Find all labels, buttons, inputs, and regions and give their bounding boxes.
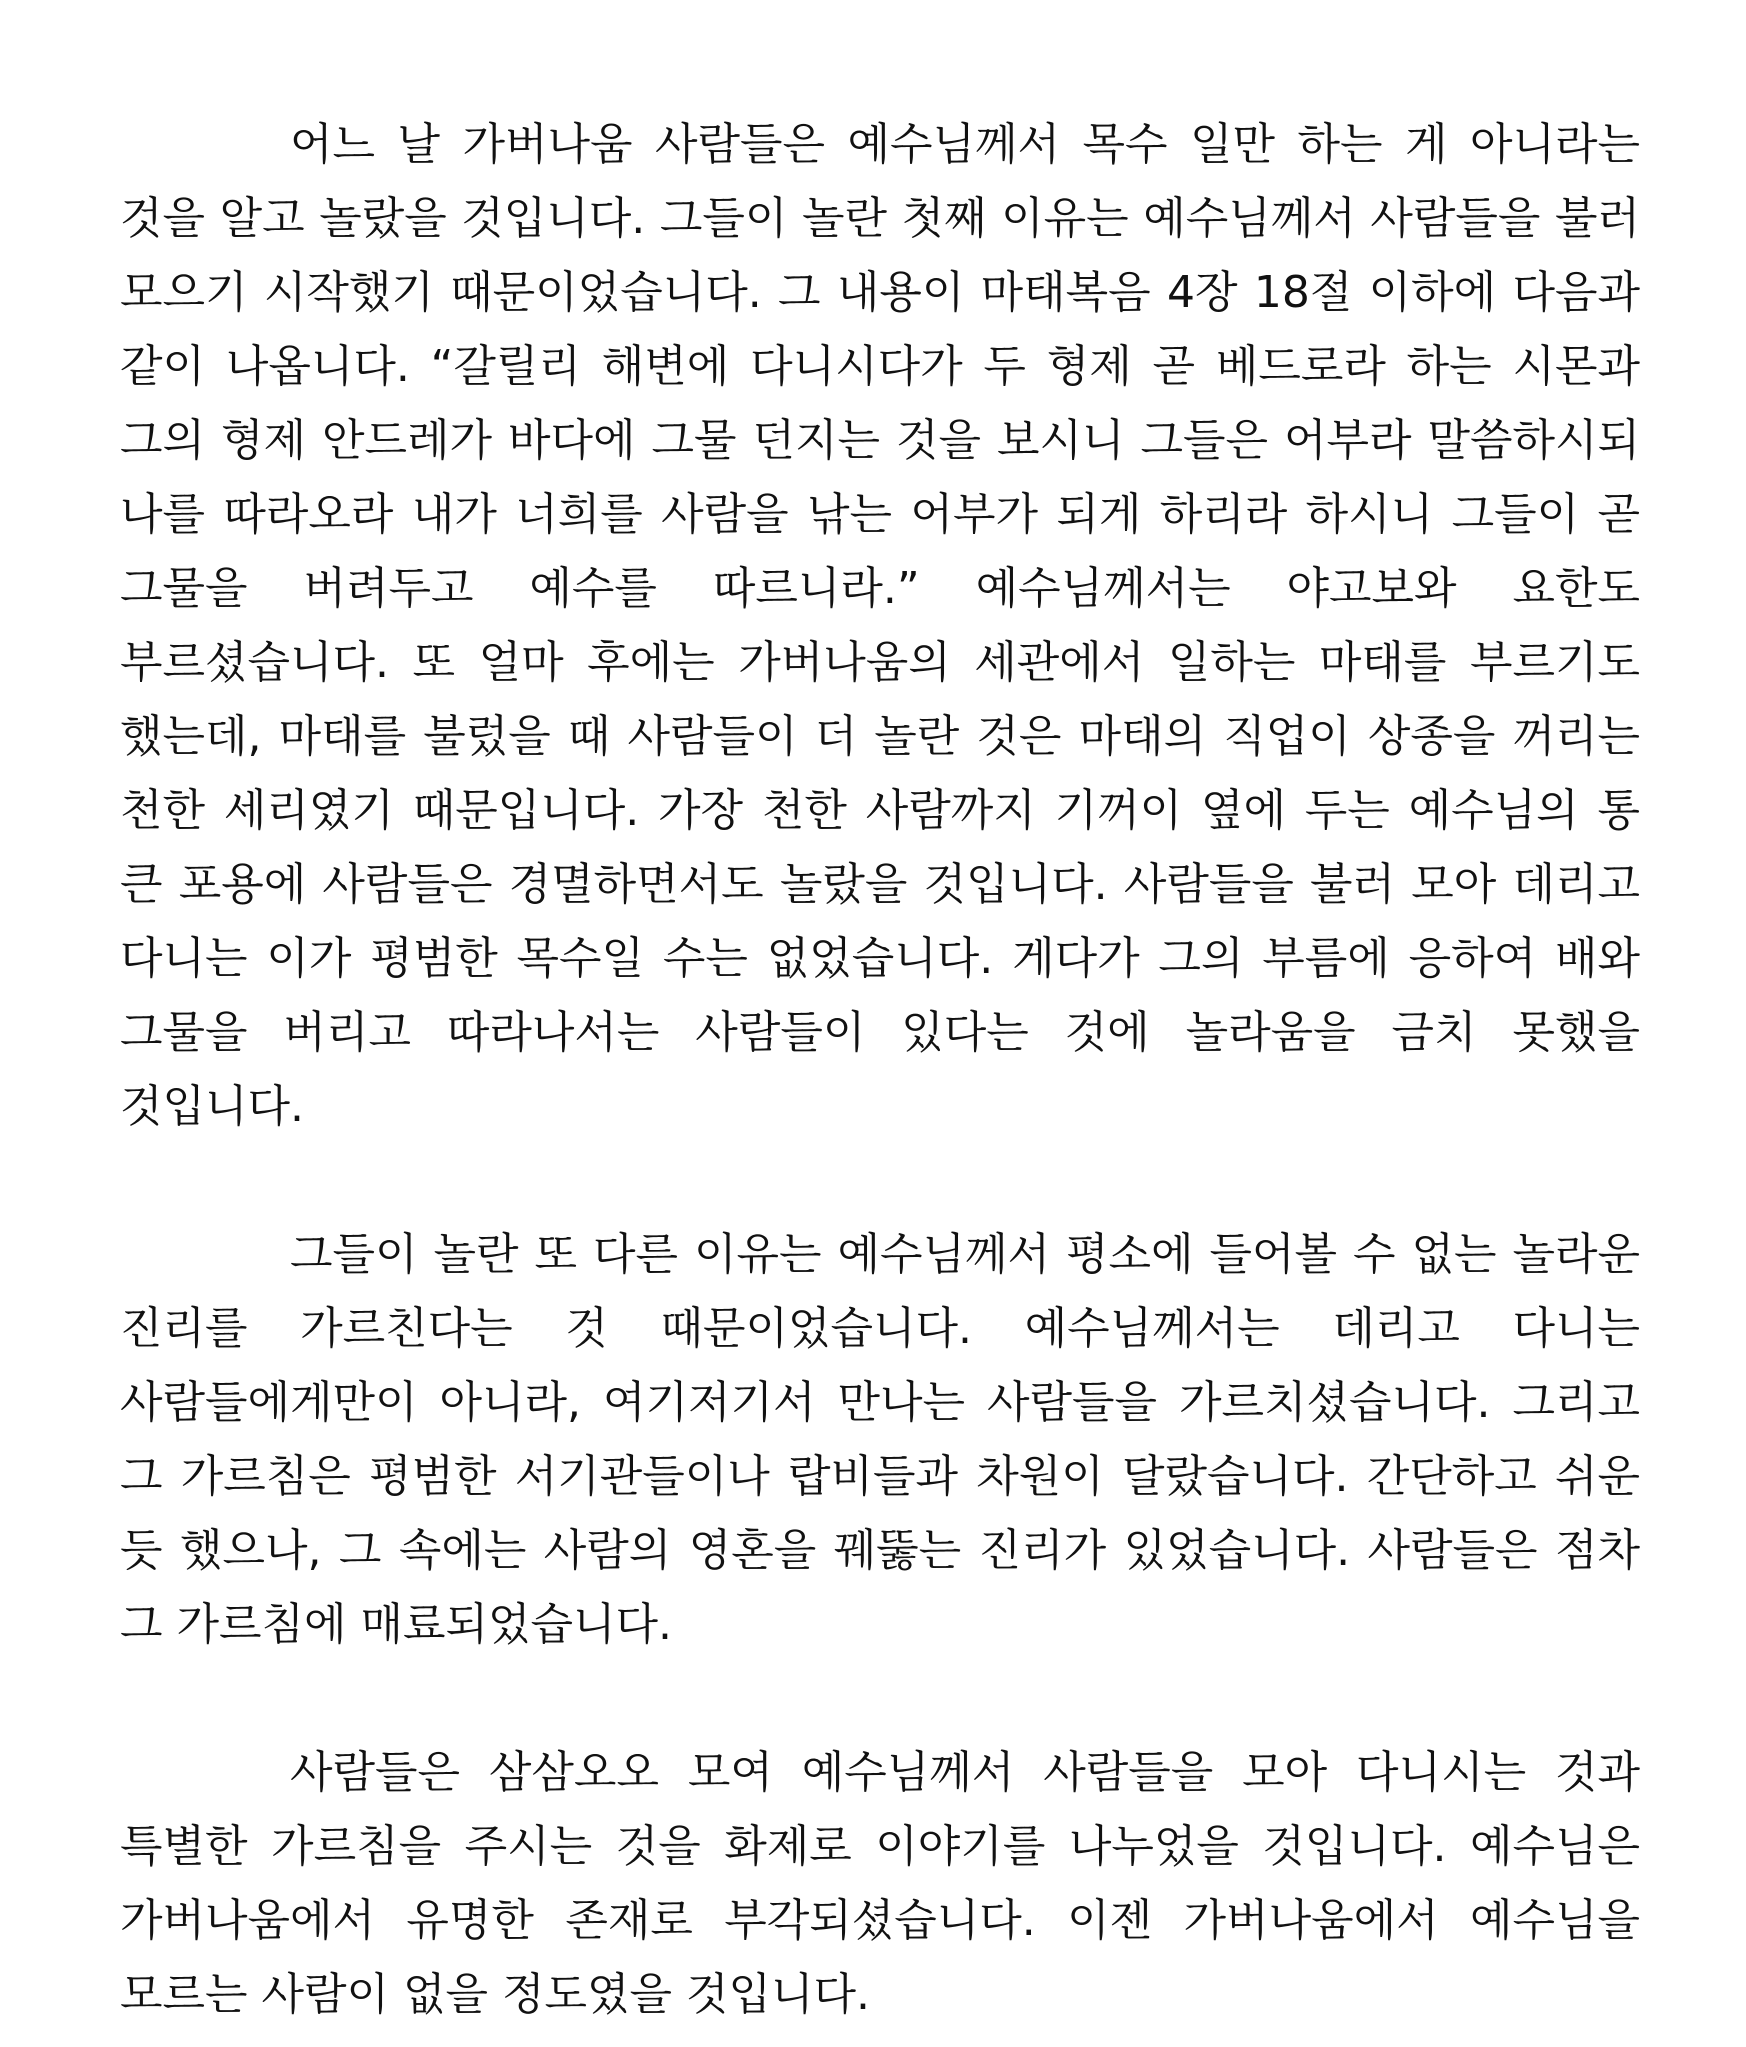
paragraph-1: 어느 날 가버나움 사람들은 예수님께서 목수 일만 하는 게 아니라는 것을 알고 놀랐을 것입니다. 그들이 놀란 첫째 이유는 예수님께서 사람들을 불러 모으기 시작했기 때문이었습니다. 그 내용이 마태복음 4장 18절 이하에 다음과 같이 나옵니다. “갈릴리 해변에 다니시다가 두 형제 곧 베드로라 하는 시몬과 그의 형제 안드레가 바다에 그물 던지는 것을 보시니 그들은 어부라 말씀하시되 나를 따라오라 내가 너희를 사람을 낚는 어부가 되게 하리라 하시니 그들이 곧 그물을 버려두고 예수를 따르니라.” 예수님께서는 야고보와 요한도 부르셨습니다. 또 얼마 후에는 가버나움의 세관에서 일하는 마태를 부르기도 했는데, 마태를 불렀을 때 사람들이 더 놀란 것은 마태의 직업이 상종을 꺼리는 천한 세리였기 때문입니다. 가장 천한 사람까지 기꺼이 옆에 두는 예수님의 통 큰 포용에 사람들은 경멸하면서도 놀랐을 것입니다. 사람들을 불러 모아 데리고 다니는 이가 평범한 목수일 수는 없었습니다. 게다가 그의 부름에 응하여 배와 그물을 버리고 따라나서는 사람들이 있다는 것에 놀라움을 금치 못했을 것입니다. xyxy=(120,119,1640,1132)
document-page xyxy=(120,108,1640,2032)
paragraph-3: 사람들은 삼삼오오 모여 예수님께서 사람들을 모아 다니시는 것과 특별한 가르침을 주시는 것을 화제로 이야기를 나누었을 것입니다. 예수님은 가버나움에서 유명한 존재로 부각되셨습니다. 이젠 가버나움에서 예수님을 모르는 사람이 없을 정도였을 것입니다. xyxy=(120,1747,1640,2020)
paragraph-2: 그들이 놀란 또 다른 이유는 예수님께서 평소에 들어볼 수 없는 놀라운 진리를 가르친다는 것 때문이었습니다. 예수님께서는 데리고 다니는 사람들에게만이 아니라, 여기저기서 만나는 사람들을 가르치셨습니다. 그리고 그 가르침은 평범한 서기관들이나 랍비들과 차원이 달랐습니다. 간단하고 쉬운 듯 했으나, 그 속에는 사람의 영혼을 꿰뚫는 진리가 있었습니다. 사람들은 점차 그 가르침에 매료되었습니다. xyxy=(120,1229,1640,1650)
